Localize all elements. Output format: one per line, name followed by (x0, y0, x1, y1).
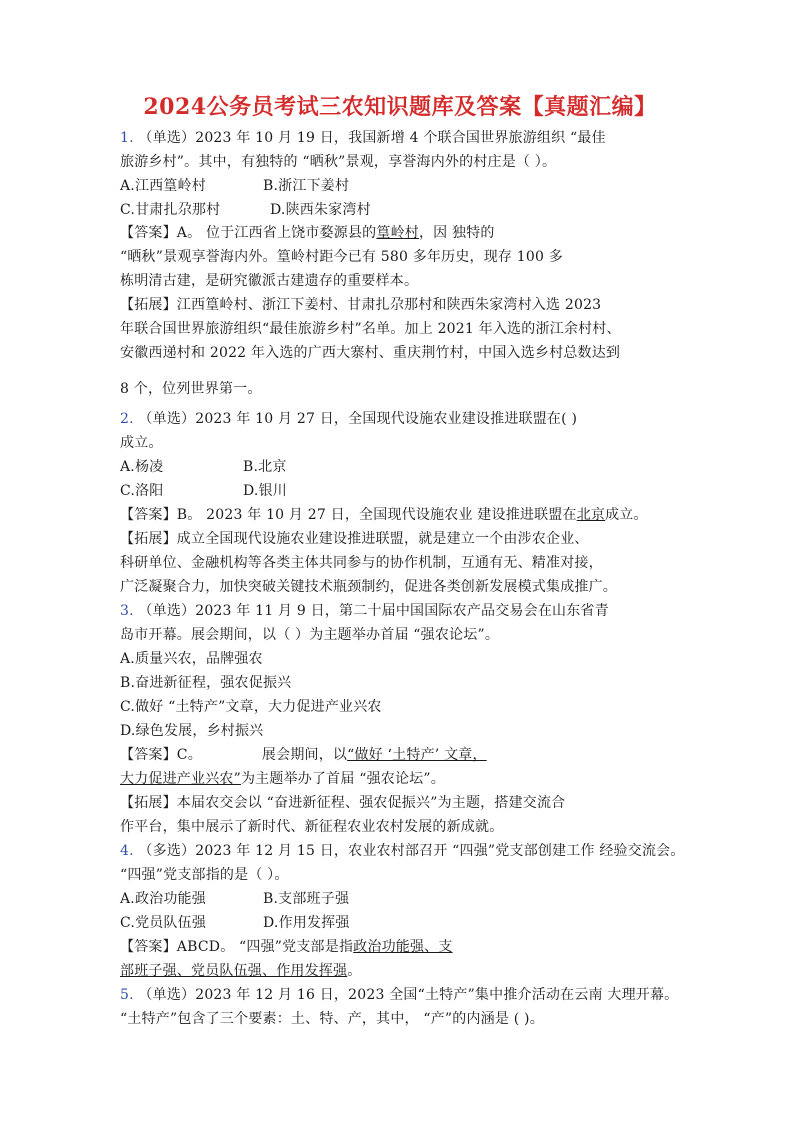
q1-extension-line-4: 8 个，位列世界第一。 (120, 381, 262, 397)
q3-option-a: A.质量兴农，品牌强农 (120, 651, 263, 667)
q3-answer-line-1: 【答案】C。 展会期间，以“做好 ‘土特产’ 文章， (120, 747, 487, 763)
q1-option-c: C.甘肃扎尕那村 (120, 202, 221, 218)
q1-number: 1. (120, 130, 134, 146)
page-title: 2024公务员考试三农知识题库及答案【真题汇编】 (143, 94, 657, 120)
q1-option-d: D.陕西朱家湾村 (270, 202, 371, 218)
q3-extension-line-2: 作平台，集中展示了新时代、新征程农业农村发展的新成就。 (120, 819, 504, 835)
q1-stem-line-2: 旅游乡村”。其中，有独特的 “晒秋”景观，享誉海内外的村庄是（ ）。 (120, 154, 557, 170)
q1-answer-line-3: 栋明清古建，是研究徽派古建遗存的重要样本。 (120, 273, 419, 289)
q2-stem-line-2: 成立。 (120, 435, 163, 451)
q5-stem-line-2: “土特产”包含了三个要素：土、特、产，其中， “产”的内涵是 ( )。 (120, 1011, 544, 1027)
q4-number: 4. (120, 843, 134, 859)
q3-option-b: B.奋进新征程，强农促振兴 (120, 675, 292, 691)
q1-answer-line-2: “晒秋”景观享誉海内外。篁岭村距今已有 580 多年历史，现存 100 多 (120, 249, 563, 265)
q2-option-a: A.杨凌 (120, 459, 164, 475)
q4-answer-underlined-2: 部班子强、党员队伍强、作用发挥强 (120, 963, 348, 979)
q3-extension-line-1: 【拓展】本届农交会以 “奋进新征程、强农促振兴”为主题，搭建交流合 (120, 795, 566, 811)
q2-extension-line-2: 科研单位、金融机构等各类主体共同参与的协作机制，互通有无、精准对接， (120, 555, 603, 571)
q4-option-c: C.党员队伍强 (120, 915, 207, 931)
q2-answer: 【答案】B。 2023 年 10 月 27 日，全国现代设施农业 建设推进联盟在北京成立。 (120, 507, 648, 523)
q2-extension-line-1: 【拓展】成立全国现代设施农业建设推进联盟，就是建立一个由涉农企业、 (120, 531, 589, 547)
q4-option-a: A.政治功能强 (120, 891, 206, 907)
q3-stem-line-1: 3. （单选）2023 年 11 月 9 日，第二十届中国国际农产品交易会在山东省青 (120, 603, 609, 619)
q2-answer-underlined: 北京 (576, 507, 606, 523)
q4-answer-line-1: 【答案】ABCD。 “四强”党支部是指政治功能强、支 (120, 939, 453, 955)
q3-answer-line-2: 大力促进产业兴农”为主题举办了首届 “强农论坛”。 (120, 771, 445, 787)
q1-option-a: A.江西篁岭村 (120, 178, 206, 194)
q1-answer-underlined: 篁岭村 (376, 225, 419, 241)
q1-extension-line-2: 年联合国世界旅游组织“最佳旅游乡村”名单。加上 2021 年入选的浙江余村村、 (120, 321, 621, 337)
q4-stem-line-2: “四强”党支部指的是（ ）。 (120, 867, 289, 883)
q2-extension-line-3: 广泛凝聚合力，加快突破关键技术瓶颈制约，促进各类创新发展模式集成推广。 (120, 579, 617, 595)
q3-stem-line-2: 岛市开幕。展会期间，以（ ）为主题举办首届 “强农论坛”。 (120, 627, 500, 643)
q4-stem-line-1: 4. （多选）2023 年 12 月 15 日，农业农村部召开 “四强”党支部创建工作 经验交流会。 (120, 843, 685, 859)
q2-option-c: C.洛阳 (120, 483, 164, 499)
q2-number: 2. (120, 411, 134, 427)
q3-answer-underlined-1: “做好 ‘土特产’ 文章， (347, 747, 487, 763)
q2-option-b: B.北京 (243, 459, 287, 475)
q1-extension-line-1: 【拓展】江西篁岭村、浙江下姜村、甘肃扎尕那村和陕西朱家湾村入选 2023 (120, 297, 602, 313)
q2-option-d: D.银川 (243, 483, 287, 499)
q5-stem-line-1: 5. （单选）2023 年 12 月 16 日，2023 全国“土特产”集中推介活动在云南 大理开幕。 (120, 987, 679, 1003)
q3-option-c: C.做好 “土特产”文章，大力促进产业兴农 (120, 699, 382, 715)
q4-answer-line-2: 部班子强、党员队伍强、作用发挥强。 (120, 963, 362, 979)
q1-extension-line-3: 安徽西递村和 2022 年入选的广西大寨村、重庆荆竹村，中国入选乡村总数达到 (120, 345, 621, 361)
q1-answer-line-1: 【答案】A。 位于江西省上饶市婺源县的篁岭村，因 独特的 (120, 225, 495, 241)
q5-number: 5. (120, 987, 134, 1003)
q3-answer-underlined-2: 大力促进产业兴农” (120, 771, 241, 787)
q2-stem-line-1: 2. （单选）2023 年 10 月 27 日，全国现代设施农业建设推进联盟在( ) (120, 411, 578, 427)
q4-answer-underlined-1: 政治功能强、支 (353, 939, 453, 955)
q1-option-b: B.浙江下姜村 (263, 178, 350, 194)
q1-stem-line-1: 1. （单选）2023 年 10 月 19 日，我国新增 4 个联合国世界旅游组织 “最佳 (120, 130, 606, 146)
q3-option-d: D.绿色发展，乡村振兴 (120, 723, 264, 739)
q4-option-d: D.作用发挥强 (263, 915, 350, 931)
q3-number: 3. (120, 603, 134, 619)
q4-option-b: B.支部班子强 (263, 891, 350, 907)
